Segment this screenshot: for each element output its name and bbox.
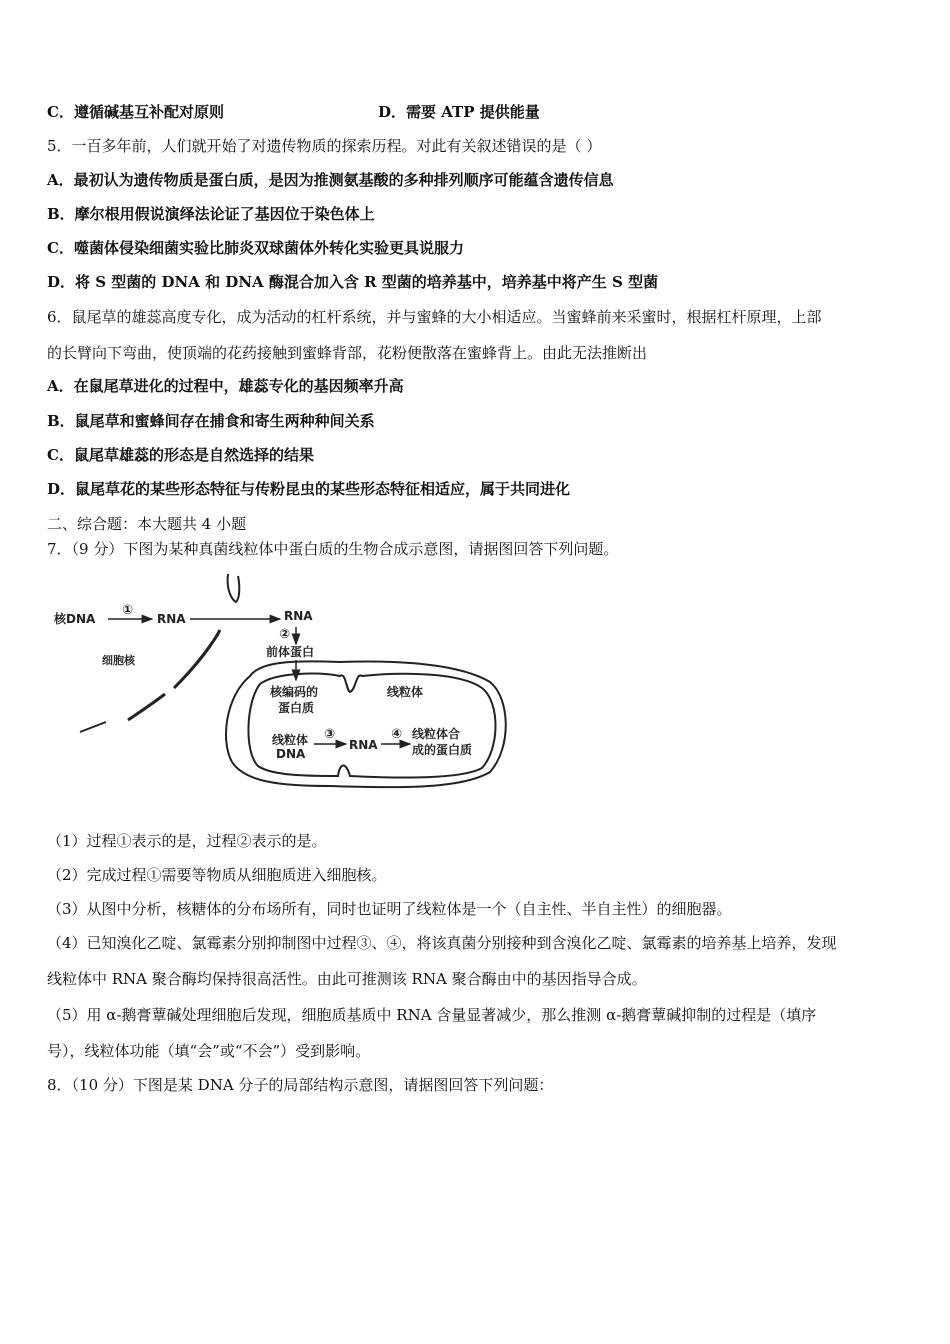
question-7-part-5-line2: 号），线粒体功能（填“会”或“不会”）受到影响。 (47, 1042, 371, 1060)
option-5b: B．摩尔根用假说演绎法论证了基因位于染色体上 (47, 205, 375, 223)
question-5-stem: 5．一百多年前，人们就开始了对遗传物质的探索历程。对此有关叙述错误的是（ ） (47, 137, 602, 155)
mito-protein-label-line1: 线粒体合 (412, 727, 461, 741)
nuclear-dna-label: 核DNA (54, 612, 96, 626)
step-2-label: ② (279, 627, 291, 642)
nuclear-envelope-bottom (80, 722, 106, 732)
nuclear-rna-label: RNA (157, 612, 186, 626)
option-6a: A．在鼠尾草进化的过程中，雄蕊专化的基因频率升高 (47, 377, 404, 395)
mito-protein-label-line2: 成的蛋白质 (412, 743, 473, 757)
precursor-protein-label: 前体蛋白 (266, 645, 315, 659)
question-7-stem: 7．（9 分）下图为某种真菌线粒体中蛋白质的生物合成示意图，请据图回答下列问题。 (47, 540, 619, 558)
mitochondrial-protein-synthesis-diagram (50, 572, 520, 794)
question-8-stem: 8．（10 分）下图是某 DNA 分子的局部结构示意图，请据图回答下列问题： (47, 1076, 554, 1094)
option-4c: C．遵循碱基互补配对原则 (47, 103, 224, 121)
question-7-part-5-line1: （5）用 α-鹅膏蕈碱处理细胞后发现，细胞质基质中 RNA 含量显著减少，那么推测 α-鹅膏蕈碱抑制的过程是（填序 (47, 1006, 817, 1024)
step-3-label: ③ (324, 727, 336, 742)
question-7-part-3: （3）从图中分析，核糖体的分布场所有，同时也证明了线粒体是一个（自主性、半自主性）的细胞器。 (47, 900, 732, 918)
question-6-stem-line2: 的长臂向下弯曲，使顶端的花药接触到蜜蜂背部，花粉便散落在蜜蜂背上。由此无法推断出 (47, 344, 648, 362)
nuclear-encoded-protein-line1: 核编码的 (270, 685, 319, 699)
option-5a: A．最初认为遗传物质是蛋白质，是因为推测氨基酸的多种排列顺序可能蕴含遗传信息 (47, 171, 614, 189)
mito-rna-label: RNA (349, 738, 378, 752)
question-7-part-2: （2）完成过程①需要等物质从细胞质进入细胞核。 (47, 866, 387, 884)
question-7-part-1: （1）过程①表示的是，过程②表示的是。 (47, 832, 327, 850)
cytoplasm-rna-label: RNA (284, 609, 313, 623)
step-1-label: ① (122, 603, 134, 618)
option-6d: D．鼠尾草花的某些形态特征与传粉昆虫的某些形态特征相适应，属于共同进化 (47, 480, 571, 498)
mito-dna-label-line1: 线粒体 (272, 733, 309, 747)
option-5d: D．将 S 型菌的 DNA 和 DNA 酶混合加入含 R 型菌的培养基中，培养基中将产生 S 型菌 (47, 273, 659, 291)
question-6-stem-line1: 6．鼠尾草的雄蕊高度专化，成为活动的杠杆系统，并与蜜蜂的大小相适应。当蜜蜂前来采蜜时，根据杠杆原理，上部 (47, 308, 822, 326)
option-6c: C．鼠尾草雄蕊的形态是自然选择的结果 (47, 446, 314, 464)
step-4-label: ④ (391, 727, 403, 742)
nuclear-encoded-protein-line2: 蛋白质 (278, 701, 315, 715)
option-6b: B．鼠尾草和蜜蜂间存在捕食和寄生两种种间关系 (47, 412, 375, 430)
nuclear-envelope-lower (128, 694, 165, 720)
mitochondrion-label: 线粒体 (387, 685, 424, 699)
nuclear-envelope-top (228, 574, 240, 602)
question-7-part-4-line2: 线粒体中 RNA 聚合酶均保持很高活性。由此可推测该 RNA 聚合酶由中的基因指导合成。 (47, 970, 647, 988)
nucleus-label: 细胞核 (102, 654, 135, 667)
nuclear-envelope-middle (174, 630, 220, 688)
mito-dna-label-line2: DNA (276, 747, 306, 761)
option-4d: D．需要 ATP 提供能量 (378, 103, 540, 121)
question-7-part-4-line1: （4）已知溴化乙啶、氯霉素分别抑制图中过程③、④，将该真菌分别接种到含溴化乙啶、氯霉素的培养基上培养，发现 (47, 934, 837, 952)
section-heading: 二、综合题：本大题共 4 小题 (47, 515, 247, 533)
option-5c: C．噬菌体侵染细菌实验比肺炎双球菌体外转化实验更具说服力 (47, 239, 464, 257)
